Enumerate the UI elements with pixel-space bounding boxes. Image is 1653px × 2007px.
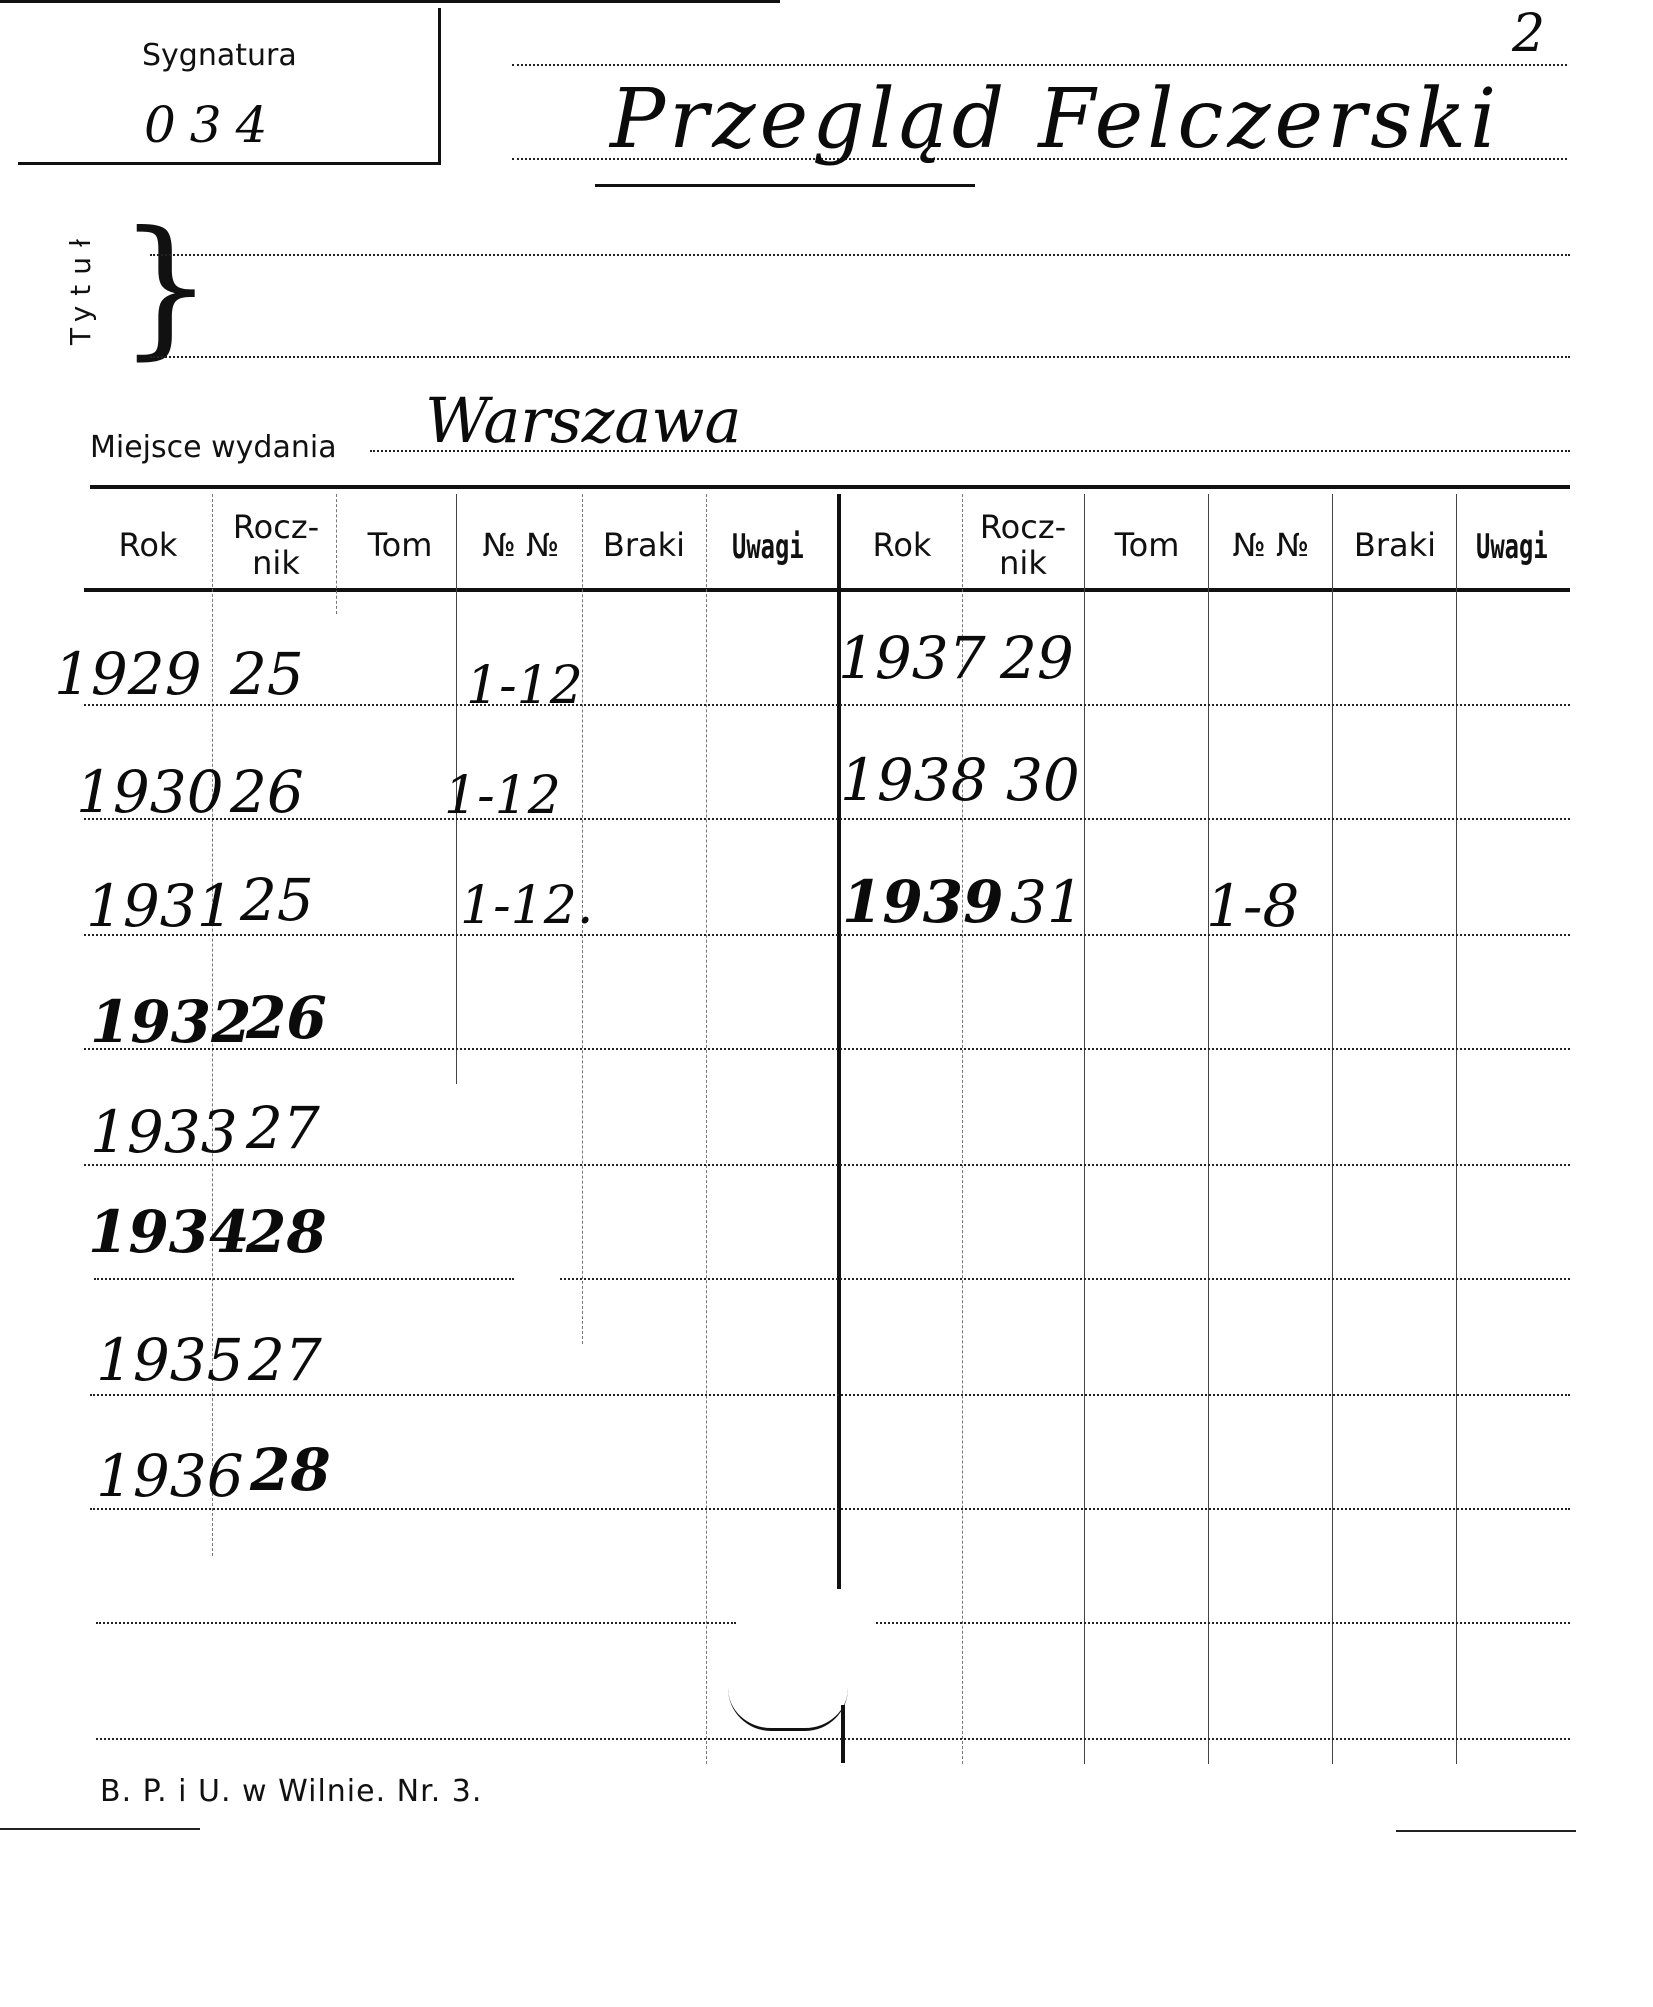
table-header-rule bbox=[84, 588, 1570, 592]
row-line bbox=[94, 1278, 514, 1280]
header-braki: Braki bbox=[602, 526, 686, 564]
left-row-3-rocznik: 25 bbox=[240, 866, 314, 934]
header-braki: Braki bbox=[1353, 526, 1437, 564]
page-number: 2 bbox=[1512, 4, 1546, 64]
left-row-7-rocznik: 27 bbox=[248, 1326, 322, 1394]
left-row-1-nn: 1-12 bbox=[466, 656, 583, 716]
left-row-1-rok: 1929 bbox=[54, 640, 202, 708]
miejsce-label: Miejsce wydania bbox=[90, 430, 337, 465]
right-row-3-rok: 1939 bbox=[842, 868, 1004, 936]
miejsce-value: Warszawa bbox=[425, 384, 742, 457]
left-row-7-rok: 1935 bbox=[96, 1326, 244, 1394]
row-line bbox=[90, 1508, 1570, 1510]
bottom-rule-right bbox=[1396, 1830, 1576, 1832]
left-row-4-rok: 1932 bbox=[90, 988, 252, 1056]
left-row-5-rok: 1933 bbox=[90, 1098, 238, 1166]
header-rocznik-1: Rocz- bbox=[979, 508, 1067, 546]
bottom-rule-left bbox=[0, 1828, 200, 1830]
footer-text: B. P. i U. w Wilnie. Nr. 3. bbox=[100, 1774, 483, 1809]
row-line bbox=[876, 1622, 1570, 1624]
title-underline bbox=[595, 184, 975, 187]
row-line bbox=[90, 1394, 1570, 1396]
col-line bbox=[1208, 494, 1209, 1764]
tytul-line-2 bbox=[150, 356, 1570, 358]
header-rocznik-1: Rocz- bbox=[232, 508, 320, 546]
right-row-1-rok: 1937 bbox=[838, 624, 986, 692]
col-line bbox=[706, 494, 707, 1764]
table-top-rule bbox=[90, 485, 1570, 489]
left-row-1-rocznik: 25 bbox=[230, 640, 304, 708]
row-line bbox=[84, 818, 1570, 820]
header-uwagi: Uwagi bbox=[732, 527, 804, 567]
header-tom: Tom bbox=[1114, 526, 1180, 564]
top-edge-line bbox=[0, 0, 780, 3]
row-line bbox=[84, 934, 1570, 936]
left-row-3-nn: 1-12. bbox=[460, 876, 594, 936]
binding-notch bbox=[728, 1688, 848, 1731]
right-row-2-rocznik: 30 bbox=[1006, 746, 1080, 814]
left-row-5-rocznik: 27 bbox=[246, 1094, 320, 1162]
header-tom: Tom bbox=[367, 526, 433, 564]
col-line bbox=[1332, 494, 1333, 1764]
title-line-1 bbox=[512, 64, 1567, 66]
header-nn: № № bbox=[1232, 526, 1310, 564]
header-rocznik-2: nik bbox=[999, 544, 1047, 582]
right-row-3-rocznik: 31 bbox=[1010, 868, 1084, 936]
table-center-divider-tail bbox=[841, 1705, 845, 1763]
right-row-1-rocznik: 29 bbox=[1000, 624, 1074, 692]
tytul-line-1 bbox=[150, 254, 1570, 256]
sygnatura-label: Sygnatura bbox=[142, 38, 297, 73]
sygnatura-value: 034 bbox=[144, 96, 282, 154]
left-row-3-rok: 1931 bbox=[86, 872, 234, 940]
row-line bbox=[84, 704, 1570, 706]
tytul-brace: } bbox=[118, 200, 214, 374]
left-row-6-rok: 1934 bbox=[88, 1198, 250, 1266]
title-handwritten: Przegląd Felczerski bbox=[610, 72, 1501, 167]
left-row-2-nn: 1-12 bbox=[444, 766, 561, 826]
col-line bbox=[1456, 494, 1457, 1764]
col-line bbox=[336, 494, 337, 614]
row-line bbox=[560, 1278, 1570, 1280]
header-rok: Rok bbox=[118, 526, 178, 564]
row-line bbox=[96, 1738, 1570, 1740]
col-line bbox=[1084, 494, 1085, 1764]
left-row-2-rocznik: 26 bbox=[230, 758, 304, 826]
left-row-8-rocznik: 28 bbox=[250, 1436, 331, 1504]
sygnatura-box bbox=[18, 8, 441, 165]
header-uwagi: Uwagi bbox=[1476, 527, 1548, 567]
row-line bbox=[84, 1164, 1570, 1166]
header-rok: Rok bbox=[872, 526, 932, 564]
right-row-2-rok: 1938 bbox=[840, 746, 988, 814]
row-line bbox=[96, 1622, 736, 1624]
tytul-label: Tytuł bbox=[64, 229, 97, 345]
left-row-8-rok: 1936 bbox=[96, 1442, 244, 1510]
right-row-3-nn: 1-8 bbox=[1206, 872, 1300, 940]
header-nn: № № bbox=[482, 526, 560, 564]
left-row-2-rok: 1930 bbox=[76, 758, 224, 826]
left-row-4-rocznik: 26 bbox=[246, 984, 327, 1052]
left-row-6-rocznik: 28 bbox=[246, 1198, 327, 1266]
header-rocznik-2: nik bbox=[252, 544, 300, 582]
